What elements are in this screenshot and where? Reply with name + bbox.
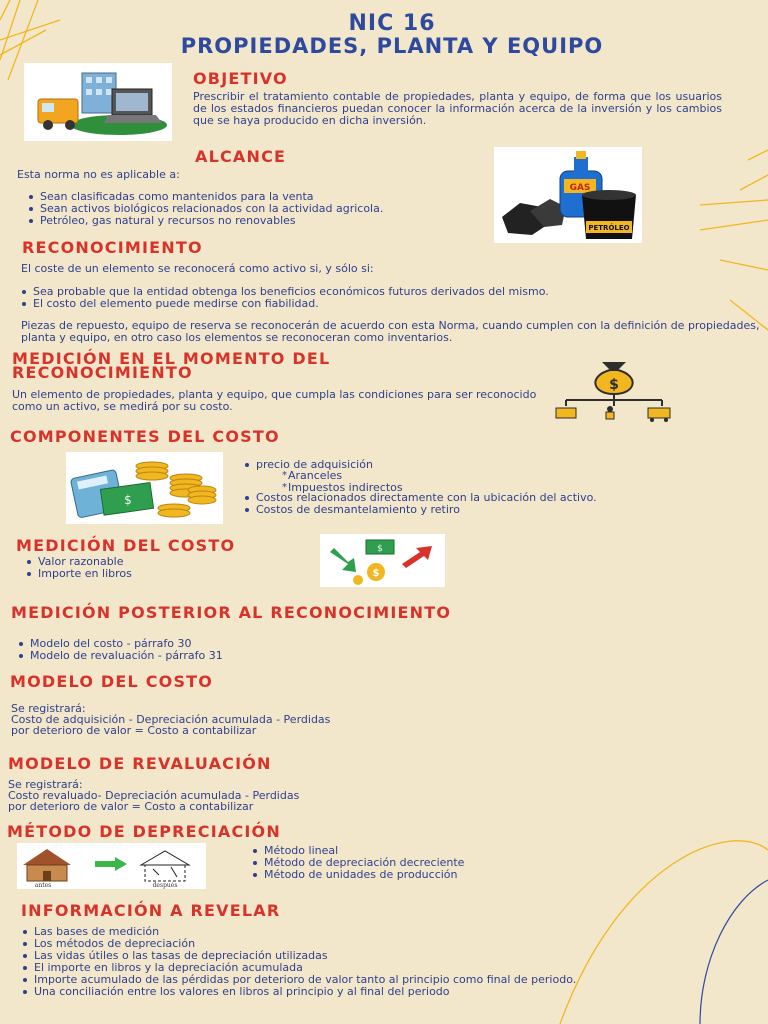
petroleo-label: PETRÓLEO bbox=[588, 224, 630, 232]
gas-label: GAS bbox=[569, 183, 591, 193]
list-item: Modelo de revaluación - párrafo 31 bbox=[16, 650, 416, 662]
list-item: Importe acumulado de las pérdidas por deterioro de valor tanto al principio como final de periodo. bbox=[20, 974, 722, 986]
modelo-costo-line2: Costo de adquisición - Depreciación acumulada - Perdidas bbox=[11, 713, 331, 726]
svg-text:$: $ bbox=[372, 568, 380, 579]
list-item: precio de adquisición bbox=[242, 459, 722, 471]
reconocimiento-intro: El coste de un elemento se reconocerá como activo si, y sólo si: bbox=[21, 262, 374, 275]
svg-text:$: $ bbox=[124, 493, 132, 507]
list-item: Importe en libros bbox=[24, 568, 274, 580]
list-item: Una conciliación entre los valores en libros al principio y al final del periodo bbox=[20, 986, 722, 998]
modelo-revaluacion-line1: Se registrará: bbox=[8, 778, 83, 791]
revelar-heading: INFORMACIÓN A REVELAR bbox=[21, 901, 281, 920]
building-truck-laptop-icon bbox=[24, 63, 172, 141]
posterior-heading: MEDICIÓN POSTERIOR AL RECONOCIMIENTO bbox=[11, 603, 452, 622]
list-item: Método lineal bbox=[250, 845, 600, 857]
list-item: Sea probable que la entidad obtenga los beneficios económicos futuros derivados del mismo. bbox=[19, 286, 739, 298]
depreciacion-list bbox=[250, 845, 600, 881]
modelo-costo-heading: MODELO DEL COSTO bbox=[10, 672, 214, 691]
reconocimiento-heading: RECONOCIMIENTO bbox=[22, 238, 203, 257]
list-item: Los métodos de depreciación bbox=[20, 938, 722, 950]
list-item: El costo del elemento puede medirse con fiabilidad. bbox=[19, 298, 739, 310]
despues-label: después bbox=[152, 882, 178, 889]
revelar-list bbox=[20, 926, 722, 998]
list-item: Modelo del costo - párrafo 30 bbox=[16, 638, 416, 650]
list-item: * Aranceles bbox=[248, 470, 548, 482]
list-item: Costos de desmantelamiento y retiro bbox=[242, 504, 722, 516]
alcance-intro: Esta norma no es aplicable a: bbox=[17, 168, 180, 181]
list-item: Valor razonable bbox=[24, 556, 274, 568]
componentes-heading: COMPONENTES DEL COSTO bbox=[10, 427, 280, 446]
money-bag-icon bbox=[552, 354, 676, 422]
medicion-momento-text: Un elemento de propiedades, planta y equipo, que cumpla las condiciones para ser reconocido como un activo, se medirá por su costo. bbox=[12, 388, 537, 413]
objetivo-illustration bbox=[24, 63, 172, 141]
list-item: Método de depreciación decreciente bbox=[250, 857, 600, 869]
posterior-list bbox=[16, 638, 416, 662]
page-subtitle: PROPIEDADES, PLANTA Y EQUIPO bbox=[180, 34, 604, 58]
svg-text:$: $ bbox=[609, 377, 619, 393]
modelo-costo-line3: por deterioro de valor = Costo a contabilizar bbox=[11, 724, 257, 737]
depreciacion-heading: MÉTODO DE DEPRECIACIÓN bbox=[7, 822, 281, 841]
medicion-momento-heading: MEDICIÓN EN EL MOMENTO DEL bbox=[12, 349, 331, 368]
list-item: Costos relacionados directamente con la ubicación del activo. bbox=[242, 492, 722, 504]
list-item: Sean activos biológicos relacionados con la actividad agricola. bbox=[26, 203, 496, 215]
modelo-costo-line1: Se registrará: bbox=[11, 702, 86, 715]
antes-label: antes bbox=[34, 882, 52, 889]
page-title: NIC 16 bbox=[348, 11, 436, 36]
medicion-costo-list bbox=[24, 556, 274, 580]
modelo-revaluacion-heading: MODELO DE REVALUACIÓN bbox=[8, 754, 272, 773]
componentes-list-2 bbox=[242, 492, 722, 516]
calculator-coins-illustration bbox=[66, 452, 223, 524]
reconocimiento-note: Piezas de repuesto, equipo de reserva se reconocerán de acuerdo con esta Norma, cuando cumplen con la definición de propiedades, planta y equipo, en otro caso los elementos se reconoceran como inventarios. bbox=[21, 319, 760, 344]
medicion-costo-illustration bbox=[320, 534, 445, 587]
svg-text:$: $ bbox=[377, 544, 383, 554]
reconocimiento-list bbox=[19, 286, 739, 310]
list-item: Petróleo, gas natural y recursos no renovables bbox=[26, 215, 496, 227]
modelo-revaluacion-line2: Costo revaluado- Depreciación acumulada - Perdidas bbox=[8, 789, 300, 802]
list-item: Método de unidades de producción bbox=[250, 869, 600, 881]
list-item: Las bases de medición bbox=[20, 926, 722, 938]
list-item: Las vidas útiles o las tasas de depreciación utilizadas bbox=[20, 950, 722, 962]
alcance-list bbox=[26, 191, 496, 227]
depreciacion-illustration bbox=[17, 843, 206, 889]
medicion-momento-heading-2: RECONOCIMIENTO bbox=[12, 363, 193, 382]
alcance-heading: ALCANCE bbox=[195, 147, 287, 166]
list-item: Sean clasificadas como mantenidos para la venta bbox=[26, 191, 496, 203]
objetivo-heading: OBJETIVO bbox=[193, 69, 288, 88]
list-item: * Impuestos indirectos bbox=[248, 482, 548, 494]
list-item: El importe en libros y la depreciación acumulada bbox=[20, 962, 722, 974]
objetivo-text: Prescribir el tratamiento contable de propiedades, planta y equipo, de forma que los usuarios de los estados financieros puedan conocer la información acerca de la inversión y los cambios que se haya producido en dicha inversión. bbox=[193, 90, 722, 127]
gas-petroleo-illustration bbox=[494, 147, 642, 243]
medicion-costo-heading: MEDICIÓN DEL COSTO bbox=[16, 536, 236, 555]
modelo-revaluacion-line3: por deterioro de valor = Costo a contabilizar bbox=[8, 800, 254, 813]
